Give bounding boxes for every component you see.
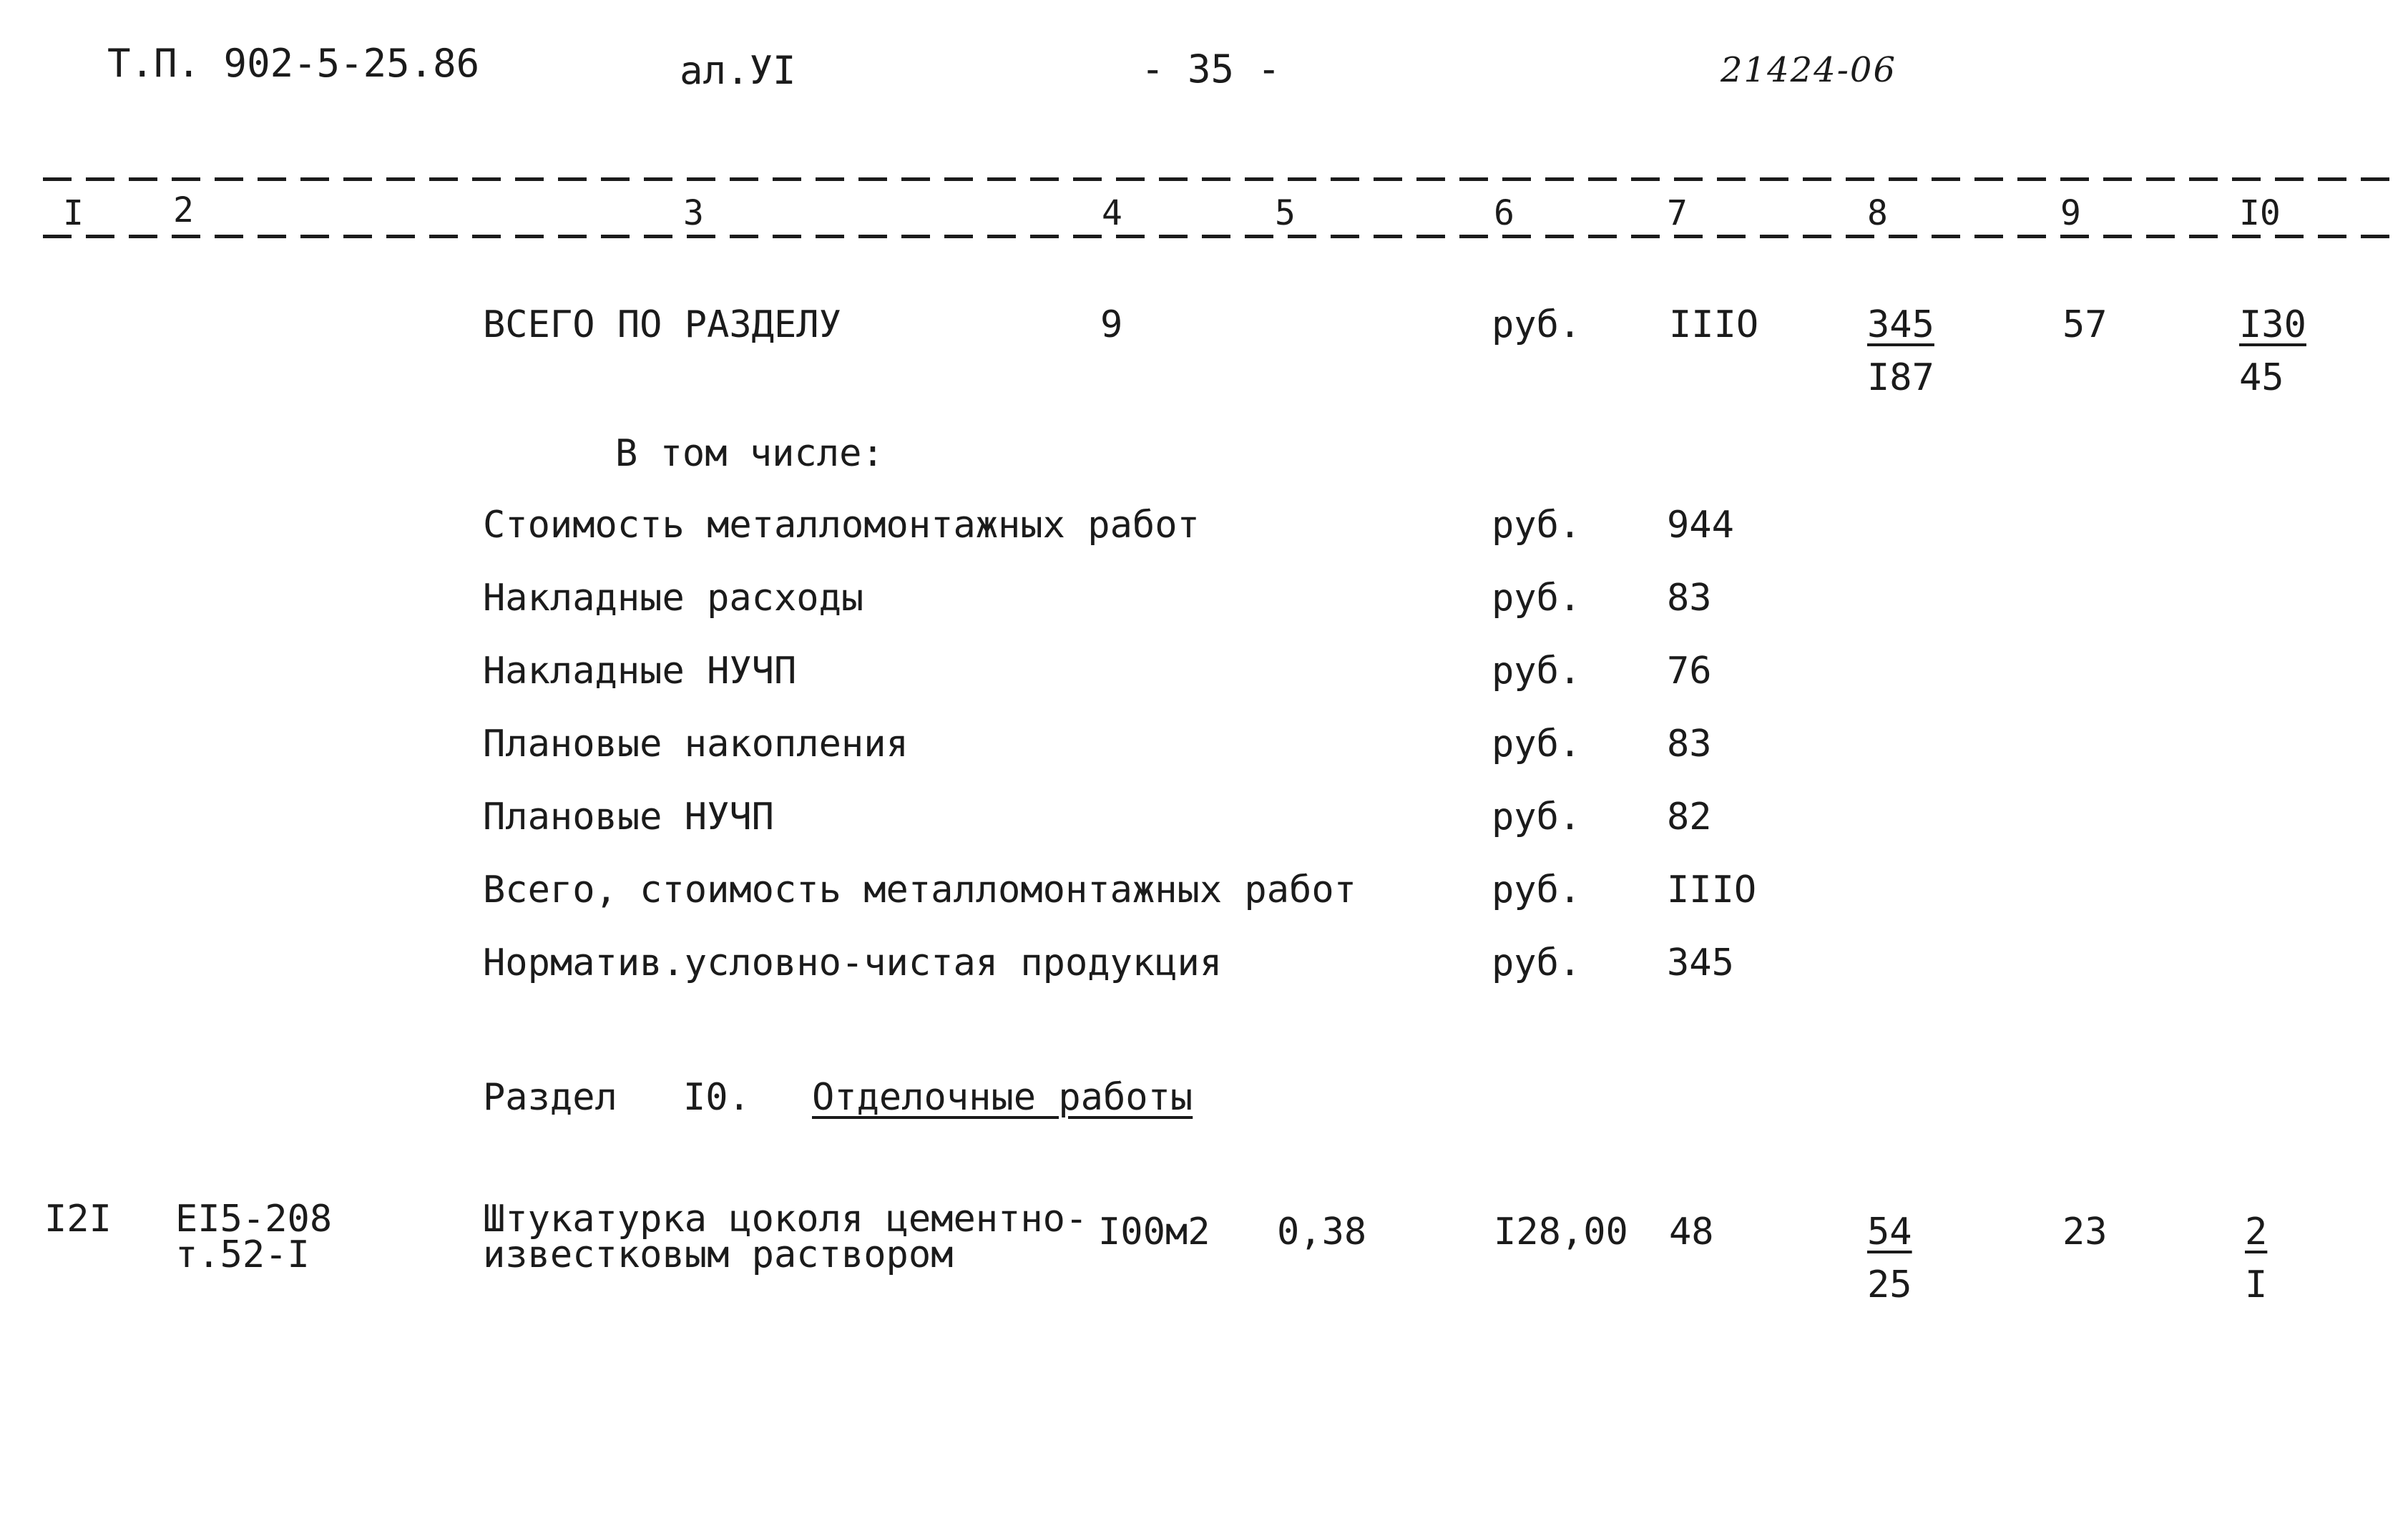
breakdown-unit: руб.: [1492, 650, 1582, 693]
breakdown-label: Норматив.условно-чистая продукция: [483, 942, 1223, 984]
col-number-7: 7: [1667, 193, 1688, 233]
col-number-5: 5: [1275, 193, 1296, 233]
item-unit-price: I28,00: [1494, 1211, 1628, 1253]
col-number-10: I0: [2239, 193, 2281, 233]
breakdown-label: Накладные НУЧП: [483, 650, 797, 693]
breakdown-label: Плановые накопления: [483, 723, 909, 766]
header-rule-top: [43, 177, 2397, 181]
breakdown-value: IIIO: [1667, 869, 1757, 911]
col-number-9: 9: [2060, 193, 2081, 233]
section-word: Раздел: [483, 1076, 617, 1119]
col-number-8: 8: [1867, 193, 1888, 233]
col-number-4: 4: [1102, 193, 1122, 233]
breakdown-unit: руб.: [1492, 504, 1582, 547]
section-title: Отделочные работы: [812, 1076, 1193, 1119]
item-description-line1: Штукатурка цоколя цементно-: [483, 1198, 1088, 1241]
breakdown-value: 944: [1667, 504, 1734, 547]
breakdown-value: 345: [1667, 942, 1734, 984]
breakdown-value: 82: [1667, 796, 1712, 838]
item-quantity: 0,38: [1277, 1211, 1367, 1253]
item-table-ref: т.52-I: [175, 1233, 310, 1276]
section-total-col7: IIIO: [1669, 303, 1759, 346]
breakdown-label: Всего, стоимость металломонтажных работ: [483, 869, 1356, 911]
section-total-col8-top: 345: [1867, 303, 1934, 346]
section-total-col9: 57: [2062, 303, 2108, 346]
document-code: Т.П. 902-5-25.86: [107, 41, 480, 86]
album-number: ал.УI: [680, 48, 796, 93]
item-code: EI5-208: [175, 1198, 333, 1241]
section-total-unit: руб.: [1492, 303, 1582, 346]
breakdown-label: Накладные расходы: [483, 577, 864, 620]
breakdown-unit: руб.: [1492, 796, 1582, 838]
item-col9: 23: [2062, 1211, 2108, 1253]
section-total-col8-bottom: I87: [1867, 356, 1934, 399]
section-total-col10-top: I30: [2239, 303, 2306, 346]
breakdown-value: 83: [1667, 577, 1712, 620]
section-total-number: 9: [1100, 303, 1123, 346]
breakdown-unit: руб.: [1492, 577, 1582, 620]
item-col8-bottom: 25: [1867, 1263, 1912, 1306]
breakdown-unit: руб.: [1492, 869, 1582, 911]
breakdown-value: 76: [1667, 650, 1712, 693]
item-number: I2I: [44, 1198, 112, 1241]
section-number: I0.: [683, 1076, 750, 1119]
breakdown-label: Плановые НУЧП: [483, 796, 774, 838]
breakdown-value: 83: [1667, 723, 1712, 766]
col-number-1: I: [63, 193, 84, 233]
item-unit: I00м2: [1098, 1211, 1210, 1253]
item-col10-bottom: I: [2245, 1263, 2268, 1306]
item-col8-top: 54: [1867, 1211, 1912, 1253]
including-label: В том числе:: [615, 432, 884, 475]
item-col7: 48: [1669, 1211, 1714, 1253]
breakdown-label: Стоимость металломонтажных работ: [483, 504, 1200, 547]
col-number-2: 2: [173, 190, 194, 230]
col-number-6: 6: [1494, 193, 1514, 233]
breakdown-unit: руб.: [1492, 942, 1582, 984]
header-rule-bottom: [43, 235, 2397, 238]
page-number: - 35 -: [1141, 47, 1281, 92]
item-description-line2: известковым раствором: [483, 1233, 954, 1276]
section-total-col10-bottom: 45: [2239, 356, 2284, 399]
handwritten-number: 21424-06: [1721, 50, 1896, 90]
item-col10-top: 2: [2245, 1211, 2268, 1253]
col-number-3: 3: [683, 193, 704, 233]
section-total-label: ВСЕГО ПО РАЗДЕЛУ: [483, 303, 841, 346]
breakdown-unit: руб.: [1492, 723, 1582, 766]
